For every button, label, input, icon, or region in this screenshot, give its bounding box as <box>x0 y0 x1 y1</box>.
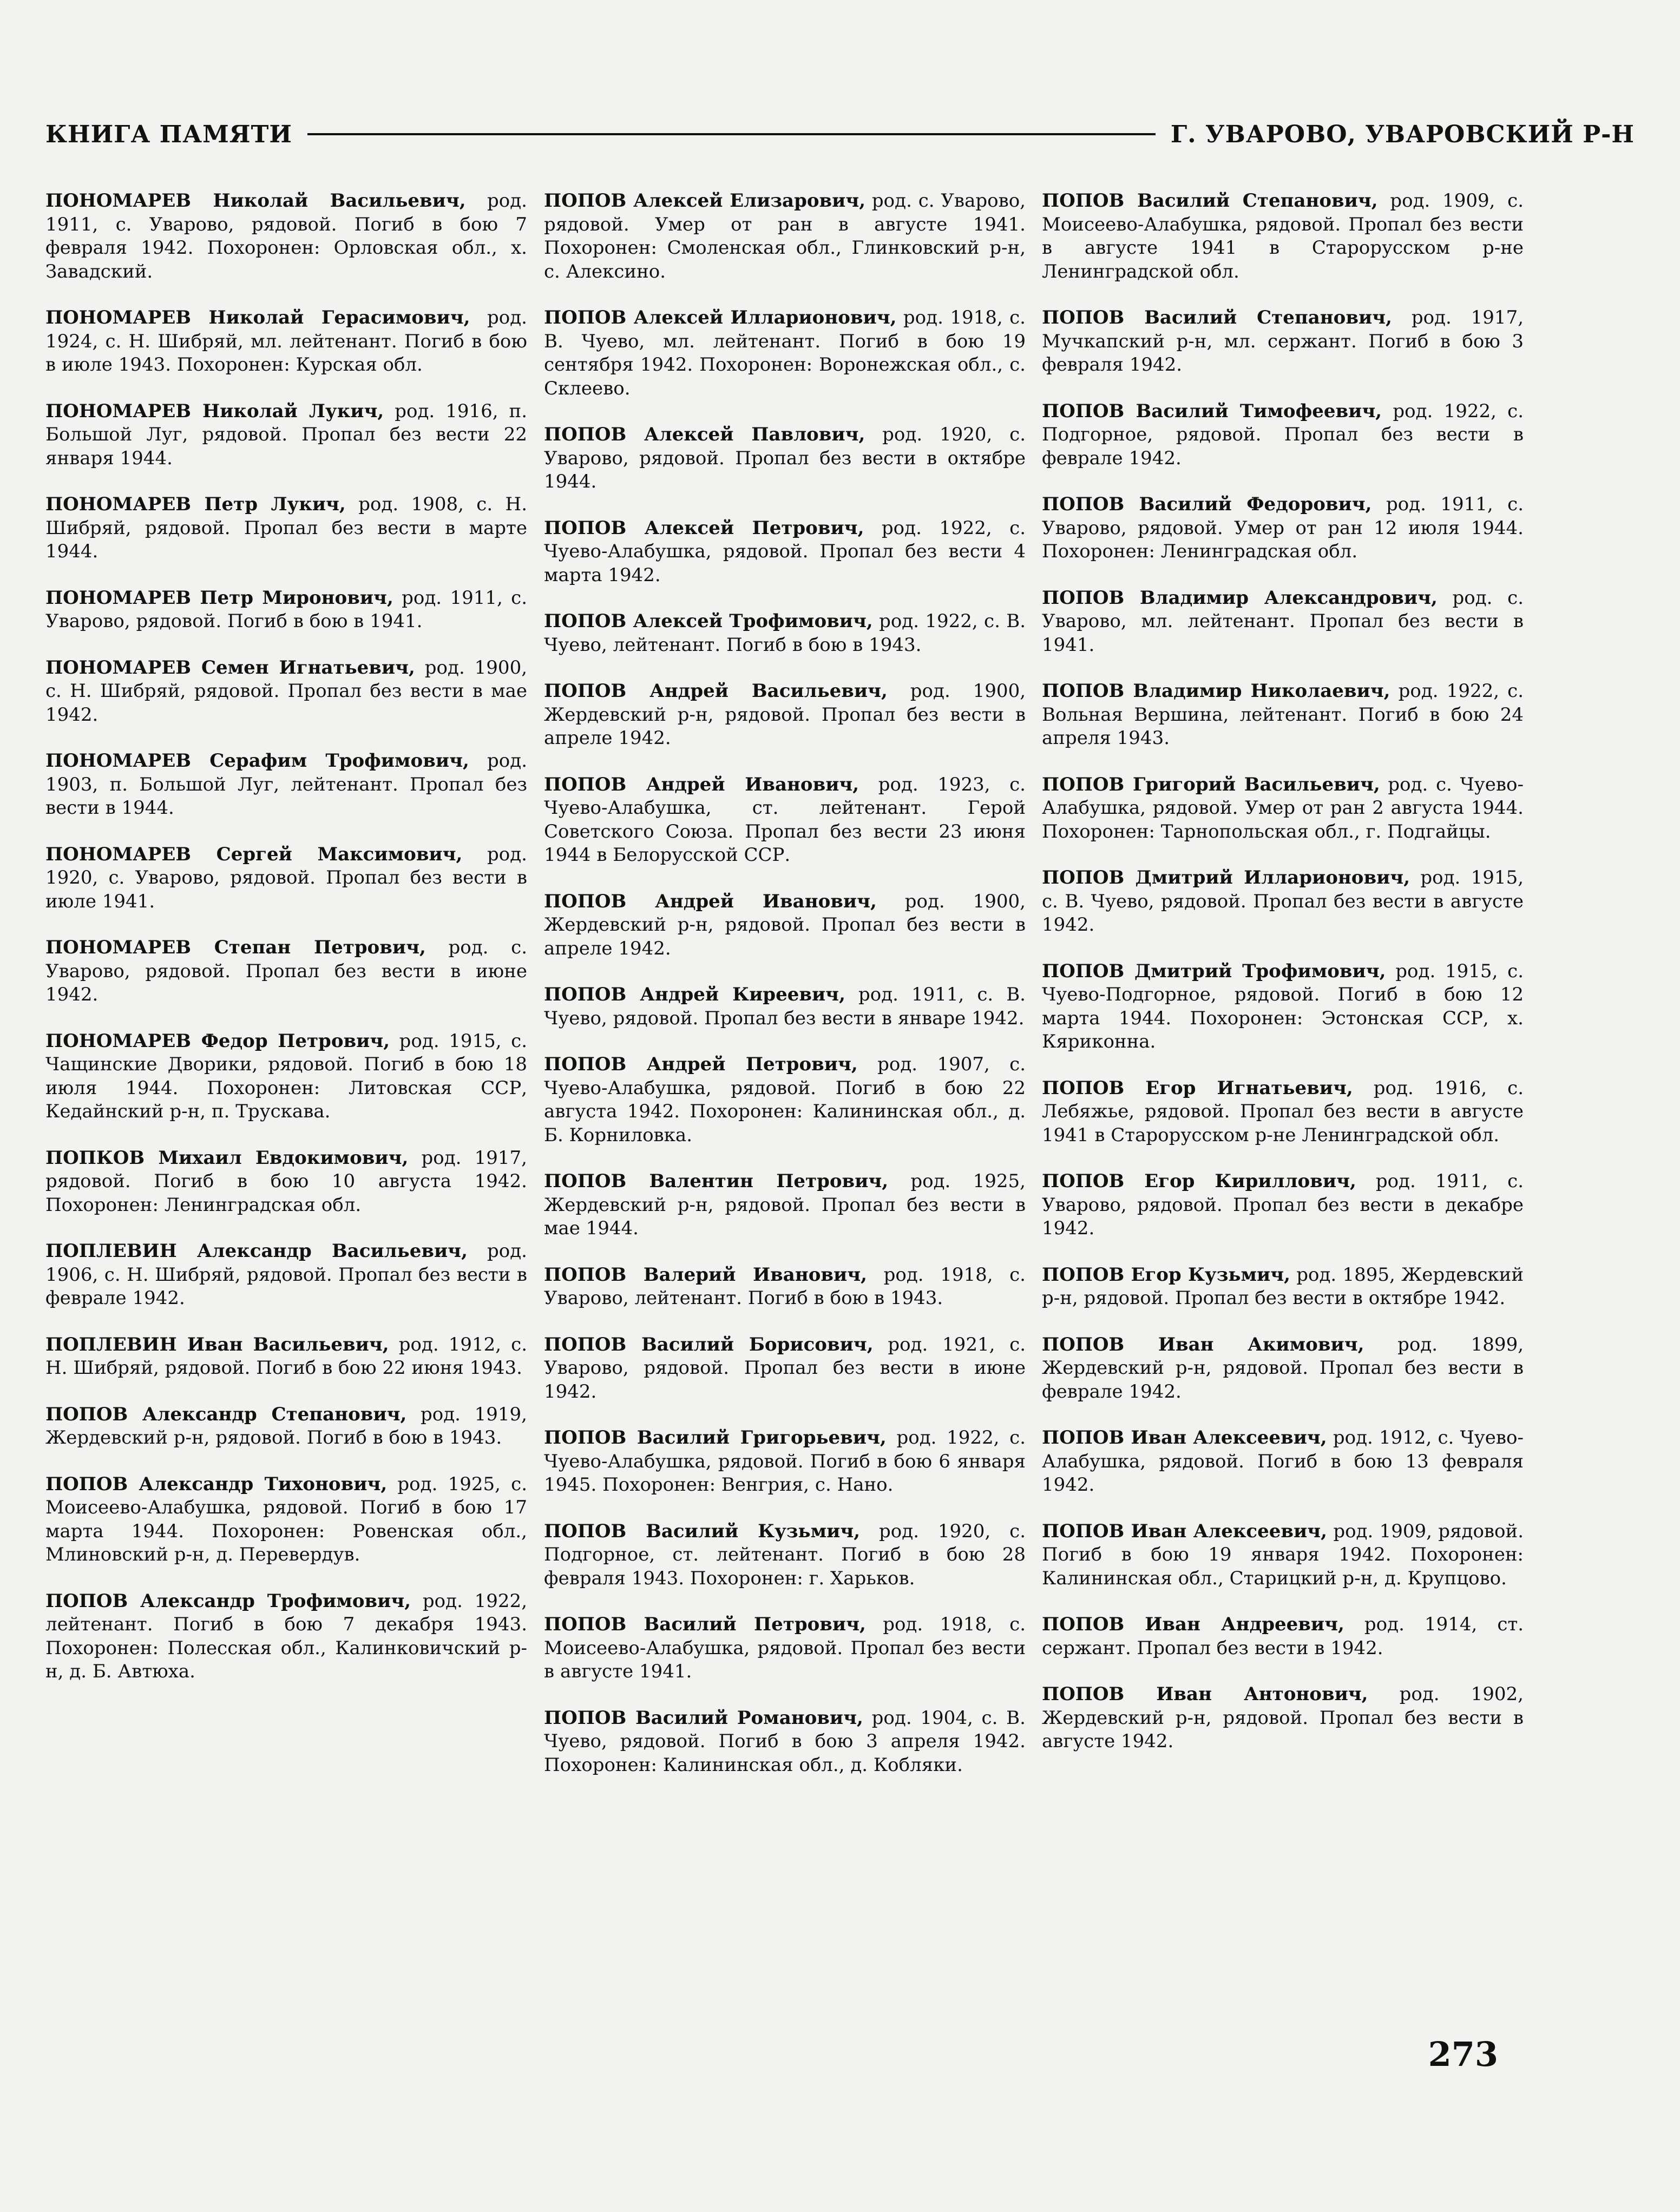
entry-text: род. 1906, с. Н. Шибряй, рядовой. Пропал без вести в феврале 1942. <box>45 1240 527 1309</box>
memorial-entry <box>544 890 1026 961</box>
memorial-entry <box>544 680 1026 751</box>
entry-name: ПОПОВ Александр Тихонович, <box>45 1473 388 1495</box>
memorial-entry <box>45 1147 527 1217</box>
memorial-entry <box>544 1707 1026 1778</box>
entry-name: ПОПОВ Василий Борисович, <box>544 1333 874 1355</box>
entry-name: ПОПКОВ Михаил Евдокимович, <box>45 1147 409 1169</box>
entry-text: род. 1911, с. Уварово, рядовой. Погиб в бою в 1941. <box>45 587 527 632</box>
memorial-entry <box>1042 189 1524 284</box>
memorial-entry <box>1042 306 1524 377</box>
entry-name: ПОПОВ Валерий Иванович, <box>544 1263 867 1286</box>
entry-text: род. 1899, Жердевский р-н, рядовой. Пропал без вести в феврале 1942. <box>1042 1333 1524 1403</box>
entry-text: род. с. Уварово, рядовой. Умер от ран в августе 1941. Похоронен: Смоленская обл., Глинковский р-н, с. Алексино. <box>544 190 1026 282</box>
entry-name: ПОПОВ Егор Кириллович, <box>1042 1170 1356 1192</box>
memorial-entry <box>544 517 1026 588</box>
entry-name: ПОПЛЕВИН Иван Васильевич, <box>45 1333 389 1355</box>
entry-text: род. 1920, с. Подгорное, ст. лейтенант. Погиб в бою 28 февраля 1943. Похоронен: г. Харьков. <box>544 1520 1026 1589</box>
entry-name: ПОНОМАРЕВ Николай Герасимович, <box>45 307 470 328</box>
memorial-entry <box>544 1520 1026 1591</box>
entry-name: ПОНОМАРЕВ Сергей Максимович, <box>45 843 463 865</box>
entry-text: род. 1921, с. Уварово, рядовой. Пропал без вести в июне 1942. <box>544 1333 1026 1403</box>
memorial-entry <box>544 1426 1026 1497</box>
memorial-entry <box>45 189 527 284</box>
memorial-entry <box>45 656 527 727</box>
entry-name: ПОПОВ Алексей Петрович, <box>544 517 864 539</box>
entry-text: род. 1912, с. Н. Шибряй, рядовой. Погиб в бою 22 июня 1943. <box>45 1333 527 1379</box>
memorial-entry <box>1042 493 1524 564</box>
entry-name: ПОНОМАРЕВ Николай Лукич, <box>45 400 384 422</box>
entry-text: род. 1900, Жердевский р-н, рядовой. Пропал без вести в апреле 1942. <box>544 680 1026 749</box>
memorial-entry <box>45 1473 527 1567</box>
entry-name: ПОПОВ Андрей Иванович, <box>544 890 877 912</box>
memorial-entry <box>45 749 527 820</box>
entry-name: ПОПОВ Александр Трофимович, <box>45 1590 411 1612</box>
memorial-entry <box>544 306 1026 400</box>
memorial-entry <box>45 843 527 914</box>
entry-text: род. с. Уварово, мл. лейтенант. Пропал без вести в 1941. <box>1042 587 1524 656</box>
memorial-entry <box>1042 587 1524 657</box>
entry-text: род. 1922, с. В. Чуево, лейтенант. Погиб в бою в 1943. <box>544 610 1026 656</box>
entry-name: ПОПОВ Иван Акимович, <box>1042 1333 1364 1355</box>
memorial-entry <box>45 1240 527 1311</box>
memorial-entry <box>544 1263 1026 1311</box>
entry-text: род. 1922, лейтенант. Погиб в бою 7 декабря 1943. Похоронен: Полесская обл., Калинковичский р-н, д. Б. Автюха. <box>45 1590 527 1682</box>
memorial-entry <box>544 1170 1026 1241</box>
memorial-entry <box>544 1053 1026 1147</box>
entry-text: род. 1900, с. Н. Шибряй, рядовой. Пропал без вести в мае 1942. <box>45 656 528 726</box>
entry-name: ПОПОВ Иван Андреевич, <box>1042 1614 1344 1635</box>
memorial-entry <box>45 1590 527 1684</box>
running-header <box>45 113 1635 156</box>
entry-text: род. 1915, с. Чащинские Дворики, рядовой. Погиб в бою 18 июля 1944. Похоронен: Литовская ССР, Кедайнский р-н, п. Трускава. <box>45 1030 528 1122</box>
entry-name: ПОНОМАРЕВ Семен Игнатьевич, <box>45 656 415 679</box>
entry-name: ПОПОВ Василий Петрович, <box>544 1614 866 1635</box>
memorial-entry <box>45 400 527 471</box>
memorial-entry <box>544 983 1026 1030</box>
entry-name: ПОПОВ Егор Игнатьевич, <box>1042 1077 1353 1099</box>
entry-text: род. 1908, с. Н. Шибряй, рядовой. Пропал без вести в марте 1944. <box>45 493 528 562</box>
column-2 <box>544 189 1026 1800</box>
memorial-entry <box>45 306 527 377</box>
memorial-entry <box>544 1613 1026 1684</box>
entry-text: род. 1904, с. В. Чуево, рядовой. Погиб в бою 3 апреля 1942. Похоронен: Калининская обл., д. Кобляки. <box>544 1707 1026 1776</box>
district-title: Г. УВАРОВО, УВАРОВСКИЙ Р-Н <box>1170 120 1635 148</box>
entry-name: ПОПОВ Григорий Васильевич, <box>1042 773 1380 795</box>
entry-text: род. 1922, с. Подгорное, рядовой. Пропал без вести в феврале 1942. <box>1042 400 1524 469</box>
column-3 <box>1042 189 1524 1776</box>
entry-text: род. 1920, с. Уварово, рядовой. Пропал без вести в октябре 1944. <box>544 424 1026 492</box>
memorial-entry <box>1042 773 1524 844</box>
entry-text: род. 1917, Мучкапский р-н, мл. сержант. Погиб в бою 3 февраля 1942. <box>1042 307 1524 376</box>
memorial-entry <box>1042 1077 1524 1148</box>
memorial-entry <box>45 493 527 564</box>
entry-text: род. 1925, Жердевский р-н, рядовой. Пропал без вести в мае 1944. <box>544 1170 1026 1239</box>
memorial-entry <box>1042 680 1524 751</box>
entry-name: ПОПОВ Иван Антонович, <box>1042 1683 1368 1705</box>
entry-name: ПОПОВ Василий Степанович, <box>1042 307 1392 328</box>
entry-name: ПОПОВ Иван Алексеевич, <box>1042 1427 1327 1449</box>
memorial-entry <box>1042 1520 1524 1591</box>
entry-text: род. 1923, с. Чуево-Алабушка, ст. лейтенант. Герой Советского Союза. Пропал без вести 23 июня 1944 в Белорусской ССР. <box>544 773 1026 866</box>
entry-name: ПОПОВ Дмитрий Трофимович, <box>1042 960 1386 982</box>
entry-text: род. с. Уварово, рядовой. Пропал без вести в июне 1942. <box>45 937 528 1005</box>
entry-text: род. 1903, п. Большой Луг, лейтенант. Пропал без вести в 1944. <box>45 750 528 819</box>
memorial-entry <box>1042 1613 1524 1660</box>
entry-name: ПОПОВ Василий Тимофеевич, <box>1042 400 1382 422</box>
entry-text: род. 1895, Жердевский р-н, рядовой. Пропал без вести в октябре 1942. <box>1042 1263 1524 1309</box>
entry-name: ПОПОВ Алексей Илларионович, <box>544 307 897 328</box>
entry-text: род. 1914, ст. сержант. Пропал без вести в 1942. <box>1042 1614 1524 1659</box>
entry-text: род. 1922, с. Вольная Вершина, лейтенант. Погиб в бою 24 апреля 1943. <box>1042 680 1524 749</box>
page-number: 273 <box>1428 2035 1498 2074</box>
entry-text: род. 1915, с. В. Чуево, рядовой. Пропал без вести в августе 1942. <box>1042 867 1524 936</box>
entry-text: род. 1900, Жердевский р-н, рядовой. Пропал без вести в апреле 1942. <box>544 890 1026 959</box>
entry-name: ПОПОВ Егор Кузьмич, <box>1042 1263 1290 1286</box>
memorial-entry <box>544 189 1026 284</box>
memorial-entry <box>544 610 1026 657</box>
memorial-entry <box>1042 1426 1524 1497</box>
memorial-entry <box>544 773 1026 867</box>
entry-text: род. 1907, с. Чуево-Алабушка, рядовой. Погиб в бою 22 августа 1942. Похоронен: Калининская обл., д. Б. Корниловка. <box>544 1054 1026 1146</box>
entry-name: ПОПОВ Иван Алексеевич, <box>1042 1520 1327 1542</box>
entry-name: ПОНОМАРЕВ Серафим Трофимович, <box>45 750 469 772</box>
entry-name: ПОПОВ Дмитрий Илларионович, <box>1042 867 1410 888</box>
memorial-entry <box>45 1030 527 1124</box>
memorial-entry <box>45 587 527 634</box>
entry-name: ПОПОВ Алексей Трофимович, <box>544 610 873 632</box>
memorial-entry <box>45 936 527 1007</box>
entry-text: род. 1911, с. Уварово, рядовой. Умер от ран 12 июля 1944. Похоронен: Ленинградская обл. <box>1042 493 1524 562</box>
entry-text: род. 1912, с. Чуево-Алабушка, рядовой. Погиб в бою 13 февраля 1942. <box>1042 1427 1524 1496</box>
entry-name: ПОПОВ Андрей Иванович, <box>544 773 859 795</box>
entry-name: ПОПОВ Андрей Киреевич, <box>544 984 845 1005</box>
entry-text: род. 1909, рядовой. Погиб в бою 19 января 1942. Похоронен: Калининская обл., Старицкий р-н, д. Крупцово. <box>1042 1520 1524 1589</box>
entry-text: род. 1920, с. Уварово, рядовой. Пропал без вести в июле 1941. <box>45 843 527 912</box>
entry-name: ПОПЛЕВИН Александр Васильевич, <box>45 1240 468 1262</box>
entry-name: ПОПОВ Андрей Васильевич, <box>544 680 888 702</box>
entry-name: ПОНОМАРЕВ Петр Лукич, <box>45 493 346 515</box>
entry-text: род. 1911, с. Уварово, рядовой. Пропал без вести в декабре 1942. <box>1042 1170 1524 1239</box>
entry-name: ПОПОВ Алексей Павлович, <box>544 424 865 445</box>
entry-text: род. 1918, с. Уварово, лейтенант. Погиб в бою в 1943. <box>544 1263 1026 1309</box>
entry-name: ПОПОВ Василий Степанович, <box>1042 190 1378 212</box>
entry-text: род. 1917, рядовой. Погиб в бою 10 августа 1942. Похоронен: Ленинградская обл. <box>45 1147 527 1216</box>
entry-name: ПОПОВ Василий Кузьмич, <box>544 1520 861 1542</box>
entry-name: ПОПОВ Владимир Александрович, <box>1042 587 1438 609</box>
entry-text: род. 1924, с. Н. Шибряй, мл. лейтенант. Погиб в бою в июле 1943. Похоронен: Курская обл. <box>45 307 527 376</box>
memorial-entry <box>45 1333 527 1380</box>
entry-name: ПОПОВ Василий Федорович, <box>1042 493 1372 515</box>
entry-name: ПОНОМАРЕВ Степан Петрович, <box>45 937 426 958</box>
entry-text: род. 1925, с. Моисеево-Алабушка, рядовой. Погиб в бою 17 марта 1944. Похоронен: Ровенская обл., Млиновский р-н, д. Перевердув. <box>45 1473 528 1565</box>
book-title: КНИГА ПАМЯТИ <box>45 120 292 148</box>
memorial-entry <box>1042 1683 1524 1754</box>
memorial-entry <box>45 1403 527 1450</box>
entry-text: род. 1922, с. Чуево-Алабушка, рядовой. Пропал без вести 4 марта 1942. <box>544 517 1026 586</box>
memorial-entry <box>1042 866 1524 937</box>
entry-name: ПОПОВ Андрей Петрович, <box>544 1054 858 1075</box>
entry-text: род. 1922, с. Чуево-Алабушка, рядовой. Погиб в бою 6 января 1945. Похоронен: Венгрия, с. Нано. <box>544 1427 1026 1496</box>
memorial-entry <box>544 423 1026 494</box>
entry-name: ПОНОМАРЕВ Николай Васильевич, <box>45 190 466 212</box>
memorial-entry <box>1042 1170 1524 1241</box>
memorial-entry <box>1042 400 1524 471</box>
header-rule <box>307 133 1156 135</box>
entry-text: род. 1911, с. В. Чуево, рядовой. Пропал без вести в январе 1942. <box>544 984 1026 1029</box>
entry-text: род. 1911, с. Уварово, рядовой. Погиб в бою 7 февраля 1942. Похоронен: Орловская обл., х. Завадский. <box>45 190 527 282</box>
entry-name: ПОПОВ Василий Романович, <box>544 1707 863 1729</box>
memorial-entry <box>1042 1333 1524 1404</box>
entry-name: ПОНОМАРЕВ Петр Миронович, <box>45 587 393 609</box>
entry-text: род. с. Чуево-Алабушка, рядовой. Умер от ран 2 августа 1944. Похоронен: Тарнопольская обл., г. Подгайцы. <box>1042 773 1524 842</box>
entry-text: род. 1916, с. Лебяжье, рядовой. Пропал без вести в августе 1941 в Старорусском р-не Ленинградской обл. <box>1042 1077 1524 1146</box>
entry-text: род. 1919, Жердевский р-н, рядовой. Погиб в бою в 1943. <box>45 1403 527 1449</box>
entry-name: ПОПОВ Александр Степанович, <box>45 1403 407 1425</box>
entry-name: ПОПОВ Василий Григорьевич, <box>544 1427 887 1449</box>
entry-text: род. 1915, с. Чуево-Подгорное, рядовой. Погиб в бою 12 марта 1944. Похоронен: Эстонская ССР, х. Кяриконна. <box>1042 960 1524 1052</box>
memorial-entry <box>1042 960 1524 1054</box>
entry-text: род. 1918, с. Моисеево-Алабушка, рядовой. Пропал без вести в августе 1941. <box>544 1614 1026 1682</box>
entry-text: род. 1918, с. В. Чуево, мл. лейтенант. Погиб в бою 19 сентября 1942. Похоронен: Воронежская обл., с. Склеево. <box>544 307 1026 399</box>
entry-name: ПОПОВ Алексей Елизарович, <box>544 190 866 212</box>
column-1 <box>45 189 527 1707</box>
entry-text: род. 1916, п. Большой Луг, рядовой. Пропал без вести 22 января 1944. <box>45 400 528 469</box>
memorial-entry <box>544 1333 1026 1404</box>
entry-name: ПОПОВ Валентин Петрович, <box>544 1170 889 1192</box>
memorial-entry <box>1042 1263 1524 1311</box>
entry-text: род. 1902, Жердевский р-н, рядовой. Пропал без вести в августе 1942. <box>1042 1683 1524 1752</box>
entry-name: ПОПОВ Владимир Николаевич, <box>1042 680 1390 702</box>
entry-text: род. 1909, с. Моисеево-Алабушка, рядовой. Пропал без вести в августе 1941 в Старорусском р-не Ленинградской обл. <box>1042 190 1524 282</box>
entry-name: ПОНОМАРЕВ Федор Петрович, <box>45 1030 390 1052</box>
